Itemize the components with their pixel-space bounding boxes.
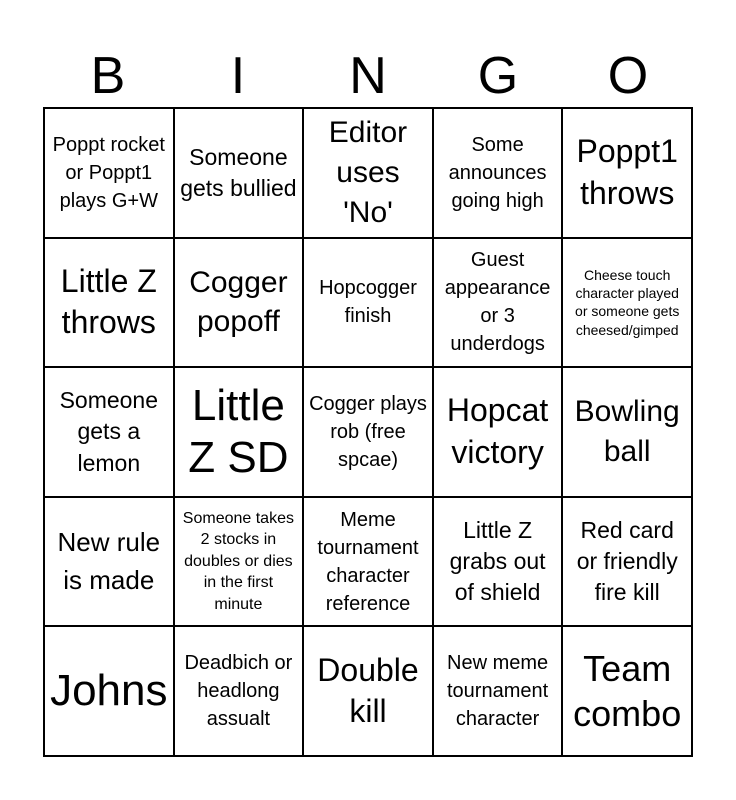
header-letter-o: O [607, 47, 649, 105]
bingo-cell[interactable]: Hopcogger finish [303, 238, 433, 368]
bingo-cell[interactable]: Little Z SD [174, 367, 304, 497]
bingo-cell[interactable]: New meme tournament character [433, 626, 563, 756]
bingo-cell[interactable]: Someone gets bullied [174, 108, 304, 238]
bingo-cell[interactable]: Some announces going high [433, 108, 563, 238]
bingo-cell[interactable]: Double kill [303, 626, 433, 756]
bingo-header [43, 48, 693, 104]
bingo-cell[interactable]: Someone gets a lemon [44, 367, 174, 497]
bingo-cell[interactable]: Poppt rocket or Poppt1 plays G+W [44, 108, 174, 238]
bingo-cell[interactable]: Someone takes 2 stocks in doubles or dies in the first minute [174, 497, 304, 627]
bingo-cell[interactable]: Meme tournament character reference [303, 497, 433, 627]
bingo-cell[interactable]: Little Z grabs out of shield [433, 497, 563, 627]
header-letter-b: B [90, 47, 126, 105]
bingo-cell[interactable]: Guest appearance or 3 underdogs [433, 238, 563, 368]
bingo-cell[interactable]: Deadbich or headlong assualt [174, 626, 304, 756]
bingo-cell[interactable]: Bowling ball [562, 367, 692, 497]
bingo-cell[interactable]: Cogger popoff [174, 238, 304, 368]
bingo-cell[interactable]: Editor uses 'No' [303, 108, 433, 238]
bingo-cell[interactable]: Cheese touch character played or someone gets cheesed/gimped [562, 238, 692, 368]
header-letter-n: N [349, 47, 387, 105]
bingo-cell[interactable]: Little Z throws [44, 238, 174, 368]
bingo-cell[interactable]: Poppt1 throws [562, 108, 692, 238]
bingo-cell[interactable]: Johns [44, 626, 174, 756]
bingo-cell[interactable]: Cogger plays rob (free spcae) [303, 367, 433, 497]
bingo-cell[interactable]: Hopcat victory [433, 367, 563, 497]
bingo-cell[interactable]: Red card or friendly fire kill [562, 497, 692, 627]
bingo-grid [43, 107, 693, 757]
header-letter-i: I [230, 47, 246, 105]
header-letter-g: G [477, 47, 519, 105]
bingo-cell[interactable]: Team combo [562, 626, 692, 756]
bingo-cell[interactable]: New rule is made [44, 497, 174, 627]
